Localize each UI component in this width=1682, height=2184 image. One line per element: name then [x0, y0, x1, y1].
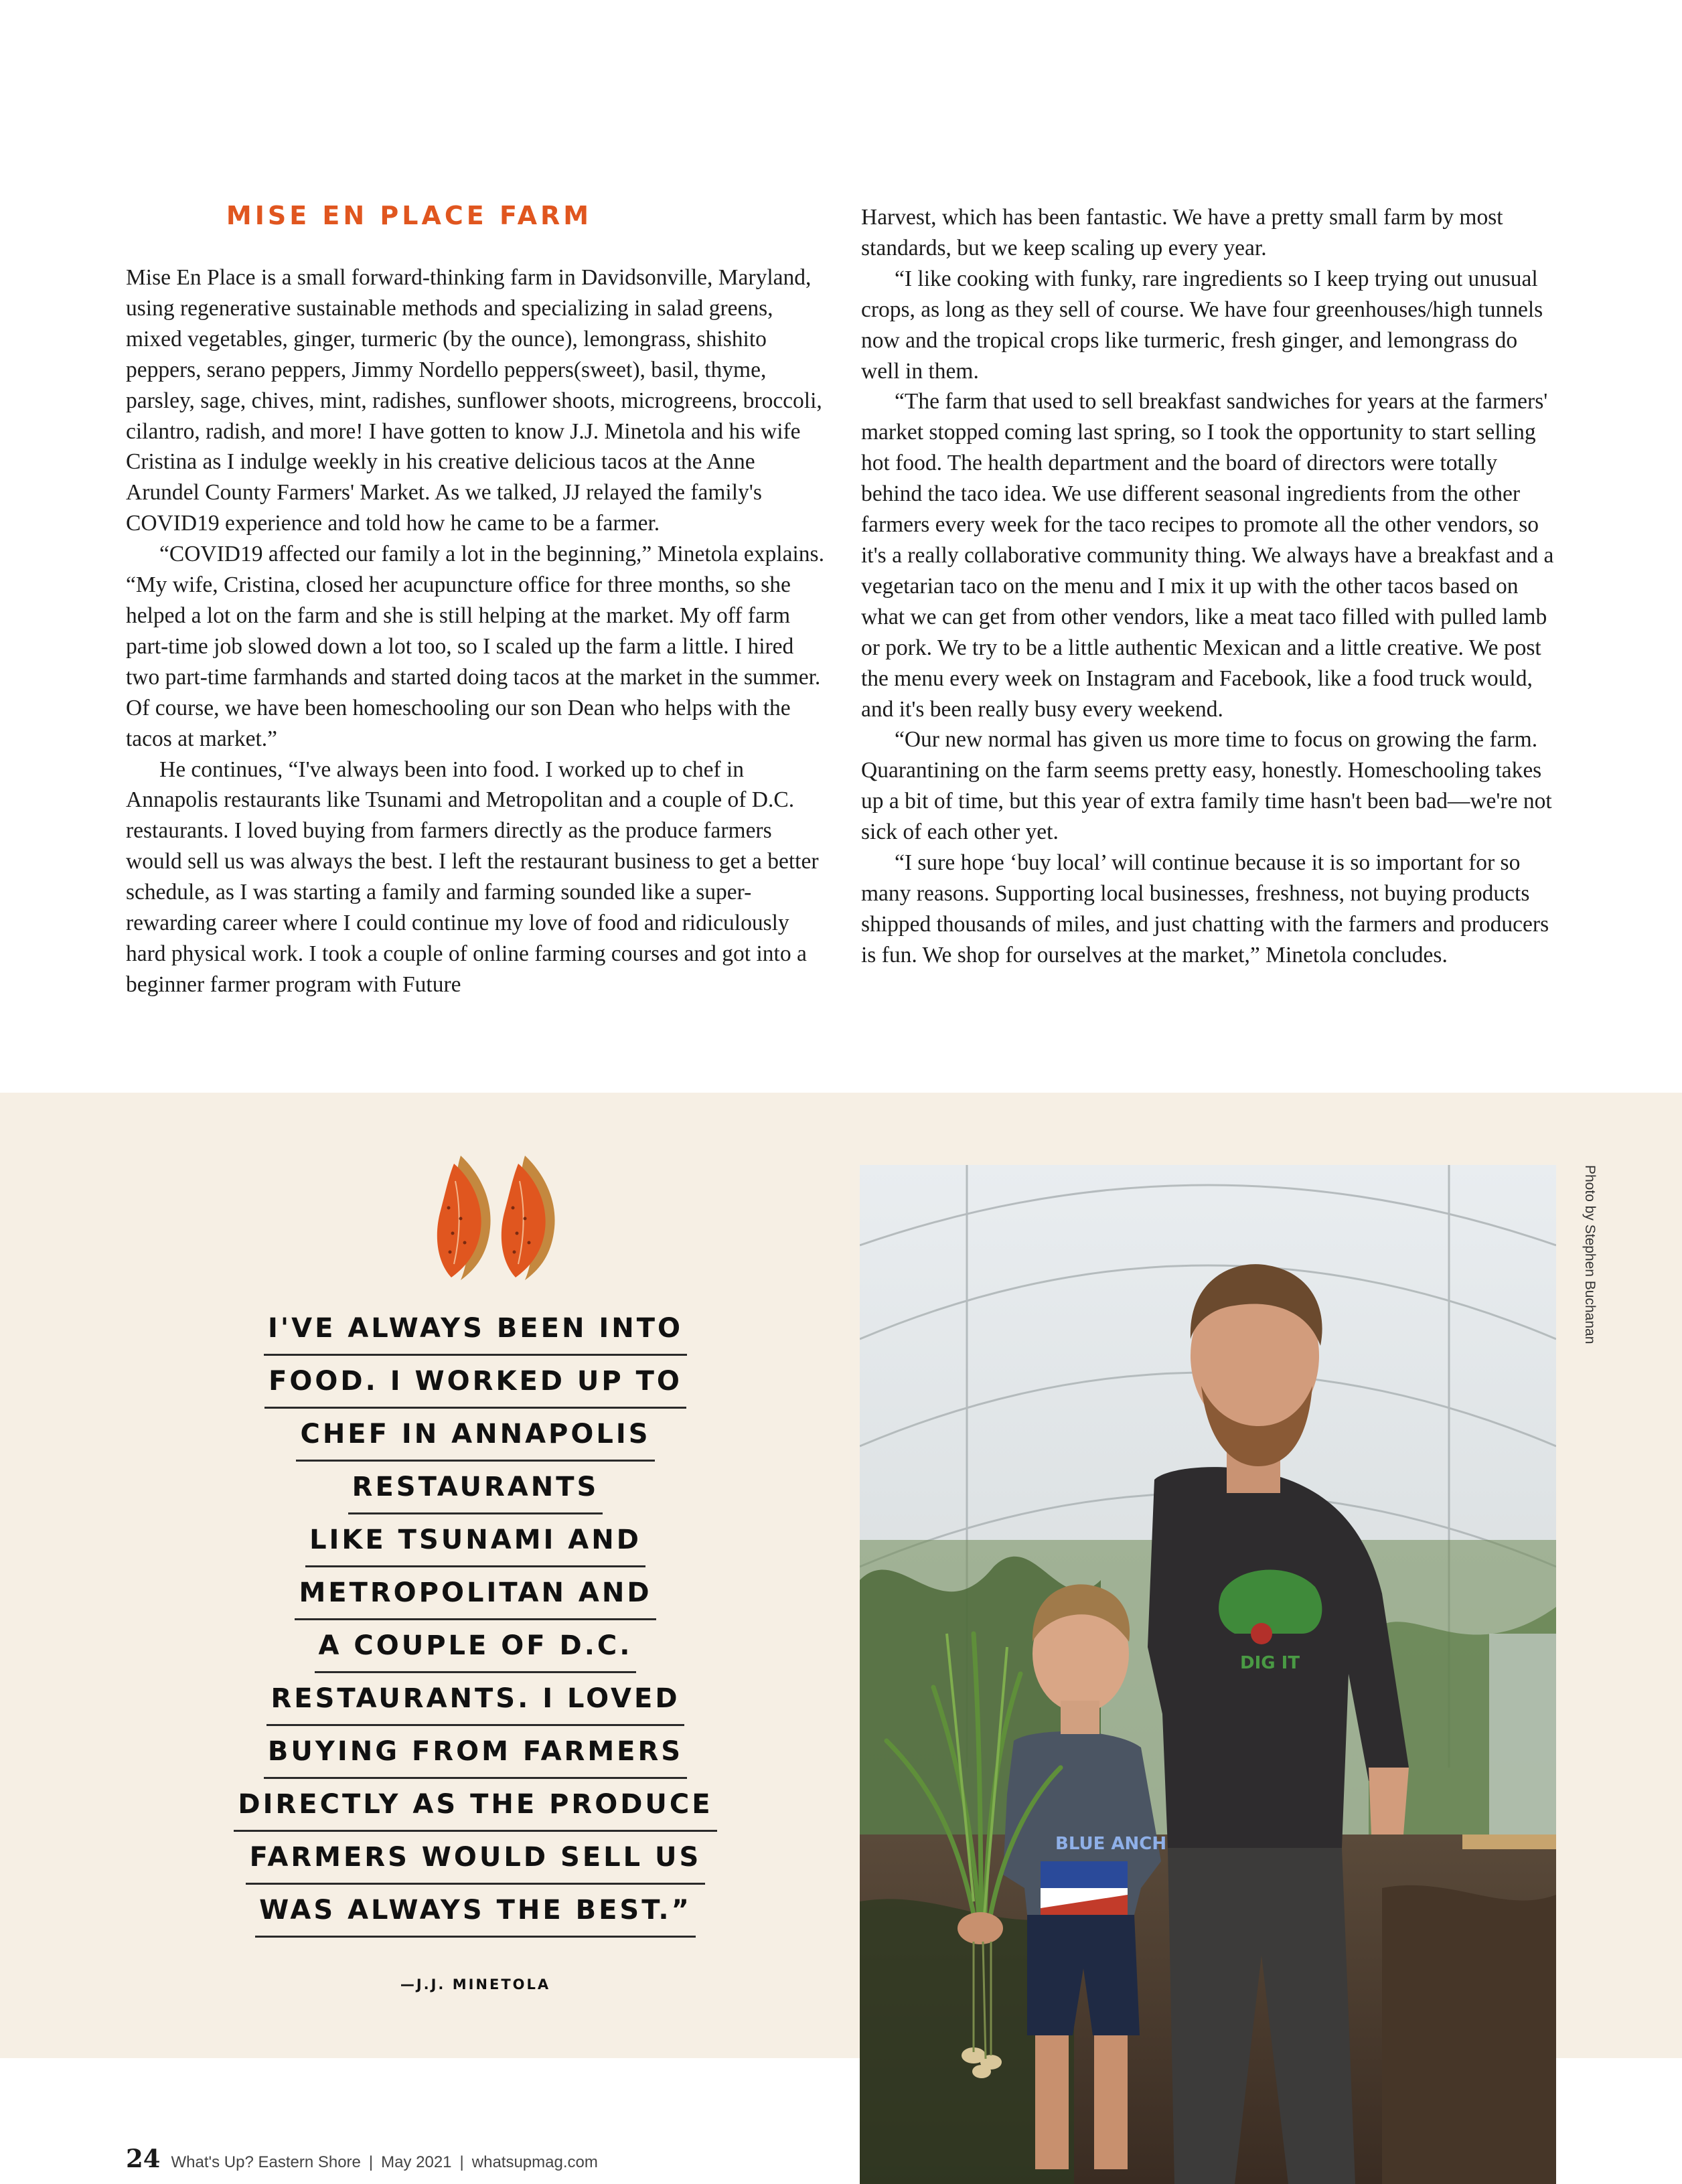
- pull-quote-line: METROPOLITAN AND: [295, 1567, 656, 1620]
- pull-quote-line: RESTAURANTS: [348, 1462, 603, 1514]
- quote-mark-icon: [434, 1154, 561, 1281]
- photo-credit: Photo by Stephen Buchanan: [1582, 1165, 1598, 1344]
- pull-quote-line: WAS ALWAYS THE BEST.”: [255, 1885, 696, 1938]
- issue-date: May 2021: [381, 2153, 452, 2171]
- paragraph: Mise En Place is a small forward-thinking farm in Davidsonville, Maryland, using regenerative sustainable methods and specializing in salad greens, mixed vegetables, ginger, turmeric (by the ounce), lemongrass, shishito peppers, serano peppers, Jimmy Nordello peppers(sweet), basil, thyme, parsley, sage, chives, mint, radishes, sunflower shoots, microgreens, broccoli, cilantro, radish, and more! I have gotten to know J.J. Minetola and his wife Cristina as I indulge weekly in his creative delicious tacos at the Anne Arundel County Farmers' Market. As we talked, JJ relayed the family's COVID19 experience and told how he came to be a farmer.: [126, 265, 822, 536]
- website-link[interactable]: whatsupmag.com: [471, 2153, 598, 2171]
- paragraph: “The farm that used to sell breakfast sandwiches for years at the farmers' market stopped coming last spring, so I took the opportunity to start selling hot food. The health department and the board of directors were totally behind the taco idea. We use different seasonal ingredients from the other farmers every week for the taco recipes to promote all the other vendors, so it's a really collaborative community thing. We always have a breakfast and a vegetarian taco on the menu and I mix it up with the other tacos based on what we can get from other vendors, like a meat taco filled with pulled lamb or pork. We try to be a little authentic Mexican and a little creative. We post the menu every week on Instagram and Facebook, like a food truck would, and it's been really busy every weekend.: [861, 389, 1554, 722]
- paragraph: “COVID19 affected our family a lot in the beginning,” Minetola explains. “My wife, Cristina, closed her acupuncture office for three months, so she helped a lot on the farm and she is still helping at the market. My off farm part-time job slowed down a lot too, so I scaled up the farm a little. I hired two part-time farmhands and started doing tacos at the market in the summer. Of course, we have been homeschooling our son Dean who helps with the tacos at market.”: [126, 542, 824, 751]
- pull-quote-line: FARMERS WOULD SELL US: [246, 1832, 706, 1885]
- footer-separator: |: [459, 2153, 464, 2171]
- publication-name: What's Up? Eastern Shore: [171, 2153, 361, 2171]
- pull-quote-line: RESTAURANTS. I LOVED: [266, 1673, 684, 1726]
- pull-quote-attribution: —J.J. MINETOLA: [400, 1976, 551, 1993]
- page-number: 24: [126, 2144, 161, 2173]
- pull-quote-line: A COUPLE OF D.C.: [315, 1620, 637, 1673]
- shirt-text: BLUE ANCH: [1055, 1834, 1167, 1854]
- pull-quote: [167, 1303, 783, 1938]
- footer-separator: |: [368, 2153, 374, 2171]
- pull-quote-line: LIKE TSUNAMI AND: [305, 1514, 645, 1567]
- paragraph: Harvest, which has been fantastic. We have a pretty small farm by most standards, but we keep scaling up every year.: [861, 205, 1503, 260]
- page-footer: [126, 2144, 598, 2177]
- pull-quote-line: DIRECTLY AS THE PRODUCE: [234, 1779, 716, 1832]
- pull-quote-line: I'VE ALWAYS BEEN INTO: [264, 1303, 687, 1356]
- tshirt-text: DIG IT: [1240, 1653, 1300, 1673]
- article-heading: MISE EN PLACE FARM: [226, 201, 593, 230]
- paragraph: “I sure hope ‘buy local’ will continue because it is so important for so many reasons. Supporting local businesses, freshness, not buying products shipped thousands of miles, and just chatting with the farmers and producers is fun. We shop for ourselves at the market,” Minetola concludes.: [861, 850, 1549, 967]
- pull-quote-line: FOOD. I WORKED UP TO: [264, 1356, 686, 1409]
- paragraph: “I like cooking with funky, rare ingredients so I keep trying out unusual crops, as long as they sell of course. We have four greenhouses/high tunnels now and the tropical crops like turmeric, fresh ginger, and lemongrass do well in them.: [861, 266, 1543, 384]
- farmer-photo: [860, 1165, 1556, 2184]
- pull-quote-line: CHEF IN ANNAPOLIS: [296, 1409, 654, 1462]
- paragraph: He continues, “I've always been into food. I worked up to chef in Annapolis restaurants like Tsunami and Metropolitan and a couple of D.C. restaurants. I loved buying from farmers directly as the produce farmers would sell us was always the best. I left the restaurant business to get a better schedule, as I was starting a family and farming sounded like a super-rewarding career where I could continue my love of food and ridiculously hard physical work. I took a couple of online farming courses and got into a beginner farmer program with Future: [126, 757, 819, 997]
- paragraph: “Our new normal has given us more time to focus on growing the farm. Quarantining on the farm seems pretty easy, honestly. Homeschooling takes up a bit of time, but this year of extra family time hasn't been bad—we're not sick of each other yet.: [861, 727, 1552, 845]
- article-column-right: [861, 202, 1557, 971]
- pull-quote-line: BUYING FROM FARMERS: [264, 1726, 687, 1779]
- article-column-left: [126, 262, 826, 1000]
